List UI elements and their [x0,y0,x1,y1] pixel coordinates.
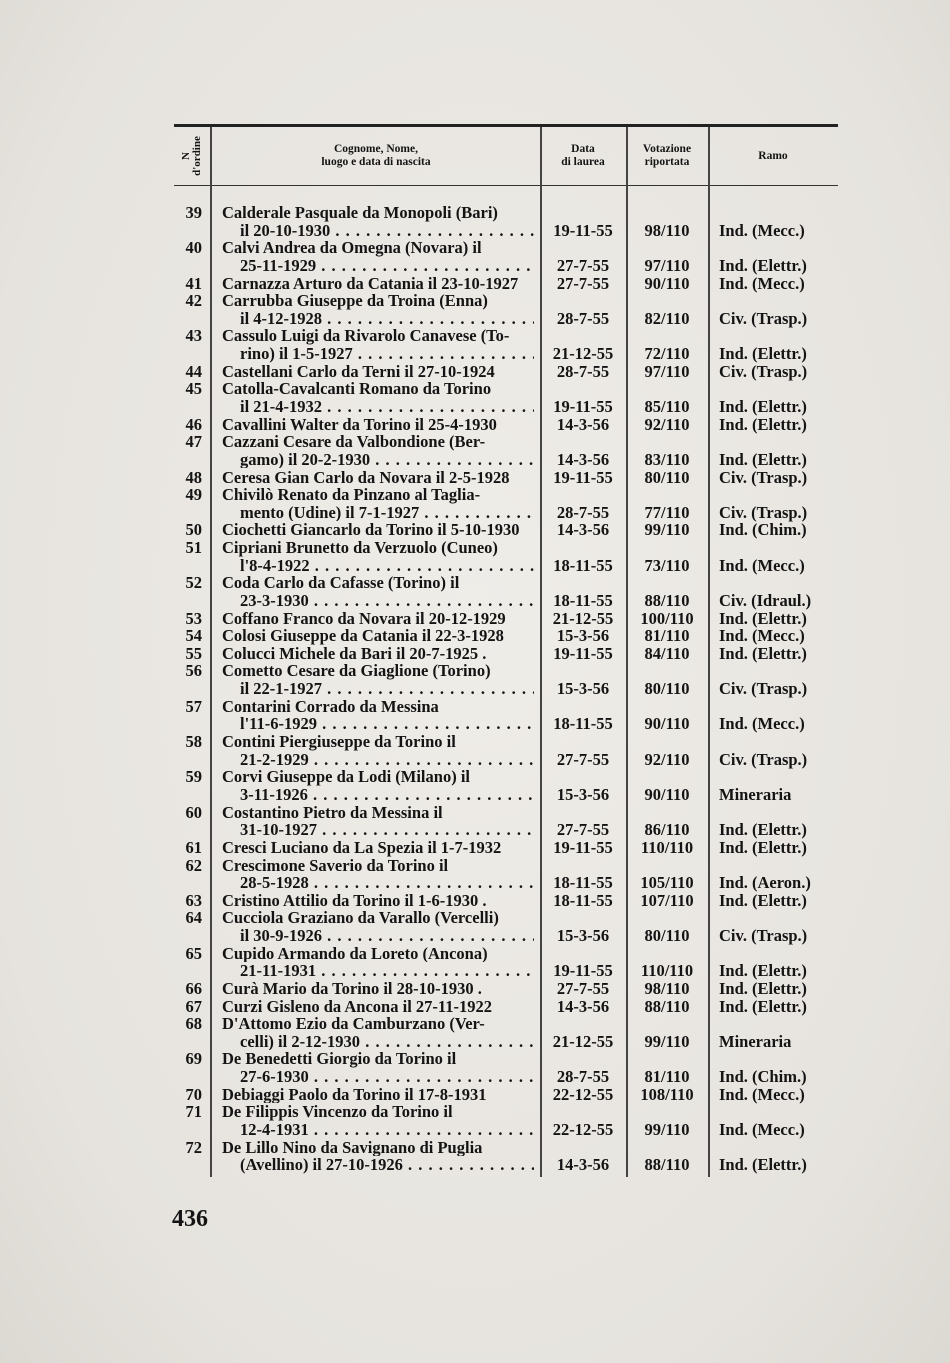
name-line-2: il 21-4-1932 . . . [222,398,534,416]
graduate-name-birth [222,1103,534,1138]
table-row [174,645,838,663]
order-number: 60 [185,802,202,822]
branch: Ind. (Elettr.) [719,414,807,434]
order-number: 58 [185,732,202,752]
header-name: Cognome, Nome, luogo e data di nascita [321,143,431,168]
name-line-2: 21-11-1931 . . . [222,962,534,980]
name-line-1: Colucci Michele da Bari il 20-7-1925 . [222,644,487,663]
grade: 85/110 [644,397,690,417]
graduation-date: 15-3-56 [556,626,610,646]
order-number: 56 [185,661,202,681]
table-row [174,204,838,239]
order-number: 65 [185,943,202,963]
branch: Ind. (Chim.) [719,520,807,540]
grade: 92/110 [644,749,690,769]
graduate-name-birth [222,327,534,362]
name-line-2: 27-6-1930 . . . [222,1068,534,1086]
grade: 90/110 [644,785,690,805]
graduate-name-birth [222,839,534,857]
table-row [174,539,838,574]
grade: 90/110 [644,273,690,293]
order-number: 51 [185,538,202,558]
grade: 99/110 [644,1031,690,1051]
table-row [174,945,838,980]
graduate-name-birth [222,469,534,487]
table-row [174,733,838,768]
graduation-date: 14-3-56 [556,996,610,1016]
name-line-2: il 22-1-1927 . . . [222,680,534,698]
table-row [174,1103,838,1138]
graduate-name-birth [222,539,534,574]
order-number: 48 [185,467,202,487]
grade: 105/110 [640,873,694,893]
branch: Ind. (Mecc.) [719,1120,805,1140]
graduate-name-birth [222,363,534,381]
order-number: 49 [185,485,202,505]
name-line-2: 28-5-1928 . . . [222,874,534,892]
grade: 98/110 [644,220,690,240]
order-number: 42 [185,291,202,311]
name-line-2: il 20-10-1930 . . . [222,222,534,240]
table-row [174,239,838,274]
header-vote: Votazione riportata [642,143,692,168]
name-line-1: Cristino Attilio da Torino il 1-6-1930 . [222,891,487,910]
branch: Ind. (Elettr.) [719,643,807,663]
name-line-2: 21-2-1929 . . . [222,751,534,769]
table-row [174,486,838,521]
name-line-2: 23-3-1930 . . . [222,592,534,610]
name-line-1: Contarini Corrado da Messina [222,697,439,716]
graduation-date: 15-3-56 [556,926,610,946]
table-row [174,1050,838,1085]
graduate-name-birth [222,645,534,663]
table-body [174,204,838,1174]
order-number: 66 [185,978,202,998]
grade: 107/110 [640,890,694,910]
column-divider [708,127,710,1177]
graduation-date: 22-12-55 [552,1120,614,1140]
graduate-name-birth [222,627,534,645]
order-number: 67 [185,996,202,1016]
table-row [174,521,838,539]
name-line-1: Contini Piergiuseppe da Torino il [222,733,456,751]
order-number: 54 [185,626,202,646]
name-line-2: 25-11-1929 . . . [222,257,534,275]
table-row [174,1086,838,1104]
branch: Ind. (Elettr.) [719,961,807,981]
graduation-date: 21-12-55 [552,1031,614,1051]
graduation-date: 19-11-55 [553,837,613,857]
table-row [174,327,838,362]
branch: Mineraria [719,785,792,805]
graduation-date: 19-11-55 [553,961,613,981]
graduate-name-birth [222,1139,534,1174]
branch: Civ. (Trasp.) [719,467,808,487]
order-number: 55 [185,643,202,663]
order-number: 44 [185,361,202,381]
name-line-1: Calvi Andrea da Omegna (Novara) il [222,239,482,257]
grade: 80/110 [644,467,690,487]
graduation-date: 19-11-55 [553,467,613,487]
branch: Ind. (Chim.) [719,1067,807,1087]
grade: 84/110 [644,643,690,663]
name-line-2: il 4-12-1928 . . . [222,310,534,328]
grade: 82/110 [644,308,690,328]
branch: Ind. (Mecc.) [719,555,805,575]
order-number: 59 [185,767,202,787]
graduate-name-birth [222,486,534,521]
header-ramo: Ramo [758,149,788,162]
grade: 110/110 [640,961,694,981]
grade: 97/110 [644,361,690,381]
name-line-2: 12-4-1931 . . . [222,1121,534,1139]
name-line-1: Calderale Pasquale da Monopoli (Bari) [222,204,498,222]
branch: Civ. (Trasp.) [719,749,808,769]
name-line-1: Corvi Giuseppe da Lodi (Milano) il [222,768,470,786]
table-row [174,433,838,468]
grade: 88/110 [644,591,690,611]
table-row [174,574,838,609]
page-number: 436 [172,1206,208,1232]
graduate-name-birth [222,980,534,998]
graduate-name-birth [222,1050,534,1085]
grade: 72/110 [644,344,690,364]
graduation-date: 27-7-55 [556,273,610,293]
table-row [174,768,838,803]
graduate-name-birth [222,662,534,697]
grade: 97/110 [644,256,690,275]
name-line-1: Chivilò Renato da Pinzano al Taglia- [222,486,481,504]
table-row [174,980,838,998]
graduation-date: 27-7-55 [556,978,610,998]
name-line-1: De Lillo Nino da Savignano di Puglia [222,1138,483,1157]
graduation-date: 27-7-55 [556,820,610,840]
name-line-2: il 30-9-1926 . . . [222,927,534,945]
graduate-name-birth [222,857,534,892]
grade: 77/110 [644,502,690,522]
graduate-name-birth [222,574,534,609]
order-number: 41 [185,273,202,293]
graduate-name-birth [222,945,534,980]
graduate-name-birth [222,204,534,239]
table-row [174,380,838,415]
order-number: 50 [185,520,202,540]
grade: 80/110 [644,926,690,946]
branch: Ind. (Elettr.) [719,608,807,628]
grade: 73/110 [644,555,690,575]
order-number: 61 [185,837,202,857]
branch: Civ. (Idraul.) [719,591,812,611]
table-row [174,1015,838,1050]
graduate-name-birth [222,521,534,539]
name-line-1: Coffano Franco da Novara il 20-12-1929 [222,609,506,628]
branch: Ind. (Elettr.) [719,820,807,840]
grade: 100/110 [640,608,694,628]
graduation-date: 27-7-55 [556,256,610,275]
graduation-date: 18-11-55 [553,873,613,893]
order-number: 62 [185,855,202,875]
graduate-name-birth [222,768,534,803]
column-divider [626,127,628,1177]
grade: 88/110 [644,1155,690,1175]
table-row [174,469,838,487]
order-number: 70 [185,1084,202,1104]
graduate-name-birth [222,909,534,944]
branch: Ind. (Mecc.) [719,626,805,646]
graduation-date: 14-3-56 [556,449,610,469]
order-number: 68 [185,1014,202,1034]
graduation-date: 14-3-56 [556,414,610,434]
name-line-1: De Benedetti Giorgio da Torino il [222,1050,457,1069]
grade: 81/110 [644,626,690,646]
column-divider [540,127,542,1177]
graduate-name-birth [222,892,534,910]
order-number: 43 [185,326,202,346]
name-line-2: mento (Udine) il 7-1-1927 . . . [222,504,534,522]
table-row [174,416,838,434]
table-row [174,275,838,293]
graduate-name-birth [222,239,534,274]
branch: Civ. (Trasp.) [719,361,808,381]
table-row [174,804,838,839]
name-line-2: celli) il 2-12-1930 . . . [222,1033,534,1051]
name-line-1: Catolla-Cavalcanti Romano da Torino [222,380,492,398]
grade: 99/110 [644,520,690,540]
branch: Civ. (Trasp.) [719,308,808,328]
name-line-1: D'Attomo Ezio da Camburzano (Ver- [222,1015,485,1033]
grade: 81/110 [644,1067,690,1087]
graduate-name-birth [222,380,534,415]
name-line-1: Cipriani Brunetto da Verzuolo (Cuneo) [222,539,498,557]
graduation-date: 15-3-56 [556,785,610,805]
graduate-name-birth [222,416,534,434]
graduate-name-birth [222,1086,534,1104]
table-row [174,627,838,645]
name-line-1: Ciochetti Giancarlo da Torino il 5-10-1930 [222,521,520,540]
table-row [174,892,838,910]
grade: 80/110 [644,679,690,699]
name-line-2: (Avellino) il 27-10-1926 . . . [222,1156,534,1174]
graduation-date: 28-7-55 [556,361,610,381]
name-line-1: Cavallini Walter da Torino il 25-4-1930 [222,415,497,434]
name-line-1: Curzi Gisleno da Ancona il 27-11-1922 [222,997,492,1016]
table-header [174,124,838,186]
graduation-date: 28-7-55 [556,502,610,522]
table-row [174,857,838,892]
table-row [174,839,838,857]
grade: 108/110 [640,1084,694,1104]
graduate-name-birth [222,275,534,293]
graduation-date: 18-11-55 [553,591,613,611]
order-number: 63 [185,890,202,910]
graduation-date: 19-11-55 [553,643,613,663]
table-row [174,698,838,733]
name-line-1: Cometto Cesare da Giaglione (Torino) [222,662,491,681]
name-line-1: Cresci Luciano da La Spezia il 1-7-1932 [222,838,502,857]
name-line-2: 3-11-1926 . . . [222,786,534,804]
order-number: 46 [185,414,202,434]
branch: Mineraria [719,1031,792,1051]
table-row [174,998,838,1016]
order-number: 64 [185,908,202,928]
table-row [174,292,838,327]
branch: Ind. (Elettr.) [719,996,807,1016]
branch: Ind. (Mecc.) [719,1084,805,1104]
table-row [174,662,838,697]
header-order-number: N d'ordine [180,136,204,176]
order-number: 39 [185,203,202,222]
graduate-name-birth [222,610,534,628]
graduate-name-birth [222,292,534,327]
branch: Civ. (Trasp.) [719,679,808,699]
branch: Ind. (Elettr.) [719,890,807,910]
graduate-name-birth [222,1015,534,1050]
table-row [174,909,838,944]
name-line-2: rino) il 1-5-1927 . . . [222,345,534,363]
name-line-1: Cupido Armando da Loreto (Ancona) [222,944,488,963]
name-line-1: Debiaggi Paolo da Torino il 17-8-1931 [222,1085,487,1104]
name-line-1: Crescimone Saverio da Torino il [222,856,449,875]
branch: Civ. (Trasp.) [719,926,808,946]
order-number: 69 [185,1049,202,1069]
branch: Ind. (Elettr.) [719,344,807,364]
name-line-2: l'11-6-1929 . . . [222,715,534,733]
grade: 110/110 [640,837,694,857]
branch: Ind. (Elettr.) [719,978,807,998]
order-number: 71 [185,1102,202,1122]
branch: Ind. (Mecc.) [719,273,805,293]
order-number: 57 [185,696,202,716]
graduation-date: 21-12-55 [552,344,614,364]
graduate-name-birth [222,433,534,468]
graduation-date: 21-12-55 [552,608,614,628]
grade: 98/110 [644,978,690,998]
name-line-1: Castellani Carlo da Terni il 27-10-1924 [222,362,495,381]
name-line-1: Costantino Pietro da Messina il [222,803,443,822]
name-line-1: Carnazza Arturo da Catania il 23-10-1927 [222,274,519,293]
graduation-date: 27-7-55 [556,749,610,769]
name-line-1: Ceresa Gian Carlo da Novara il 2-5-1928 [222,468,510,487]
graduation-date: 18-11-55 [553,890,613,910]
name-line-1: De Filippis Vincenzo da Torino il [222,1103,453,1121]
graduate-name-birth [222,998,534,1016]
table-row [174,363,838,381]
grade: 90/110 [644,714,690,734]
name-line-1: Coda Carlo da Cafasse (Torino) il [222,574,460,592]
table-row [174,610,838,628]
branch: Ind. (Elettr.) [719,1155,807,1175]
branch: Ind. (Aeron.) [719,873,811,893]
graduation-date: 14-3-56 [556,520,610,540]
graduation-date: 28-7-55 [556,308,610,328]
order-number: 45 [185,379,202,399]
graduate-name-birth [222,733,534,768]
name-line-2: gamo) il 20-2-1930 . . . [222,451,534,469]
grade: 88/110 [644,996,690,1016]
branch: Ind. (Mecc.) [719,714,805,734]
order-number: 47 [185,432,202,452]
name-line-1: Colosi Giuseppe da Catania il 22-3-1928 [222,627,504,645]
order-number: 40 [185,238,202,258]
graduation-date: 14-3-56 [556,1155,610,1175]
order-number: 52 [185,573,202,593]
branch: Ind. (Elettr.) [719,256,807,275]
graduation-date: 28-7-55 [556,1067,610,1087]
order-number: 53 [185,608,202,628]
branch: Ind. (Elettr.) [719,449,807,469]
graduation-date: 15-3-56 [556,679,610,699]
header-date: Data di laurea [561,143,605,168]
order-number: 72 [185,1137,202,1157]
name-line-1: Cassulo Luigi da Rivarolo Canavese (To- [222,327,510,346]
grade: 83/110 [644,449,690,469]
graduation-date: 19-11-55 [553,397,613,417]
branch: Ind. (Elettr.) [719,837,807,857]
graduate-name-birth [222,698,534,733]
graduation-date: 22-12-55 [552,1084,614,1104]
graduation-date: 19-11-55 [553,220,613,240]
name-line-1: Cazzani Cesare da Valbondione (Ber- [222,433,486,451]
name-line-1: Curà Mario da Torino il 28-10-1930 . [222,979,482,998]
graduation-date: 18-11-55 [553,714,613,734]
branch: Ind. (Elettr.) [719,397,807,417]
name-line-1: Carrubba Giuseppe da Troina (Enna) [222,292,488,310]
graduates-table [174,124,838,1174]
grade: 99/110 [644,1120,690,1140]
graduate-name-birth [222,804,534,839]
branch: Civ. (Trasp.) [719,502,808,522]
table-row [174,1139,838,1174]
name-line-2: 31-10-1927 . . . [222,821,534,839]
grade: 86/110 [644,820,690,840]
column-divider [210,127,212,1177]
graduation-date: 18-11-55 [553,555,613,575]
branch: Ind. (Mecc.) [719,220,805,240]
name-line-2: l'8-4-1922 . . . [222,557,534,575]
name-line-1: Cucciola Graziano da Varallo (Vercelli) [222,909,499,927]
grade: 92/110 [644,414,690,434]
